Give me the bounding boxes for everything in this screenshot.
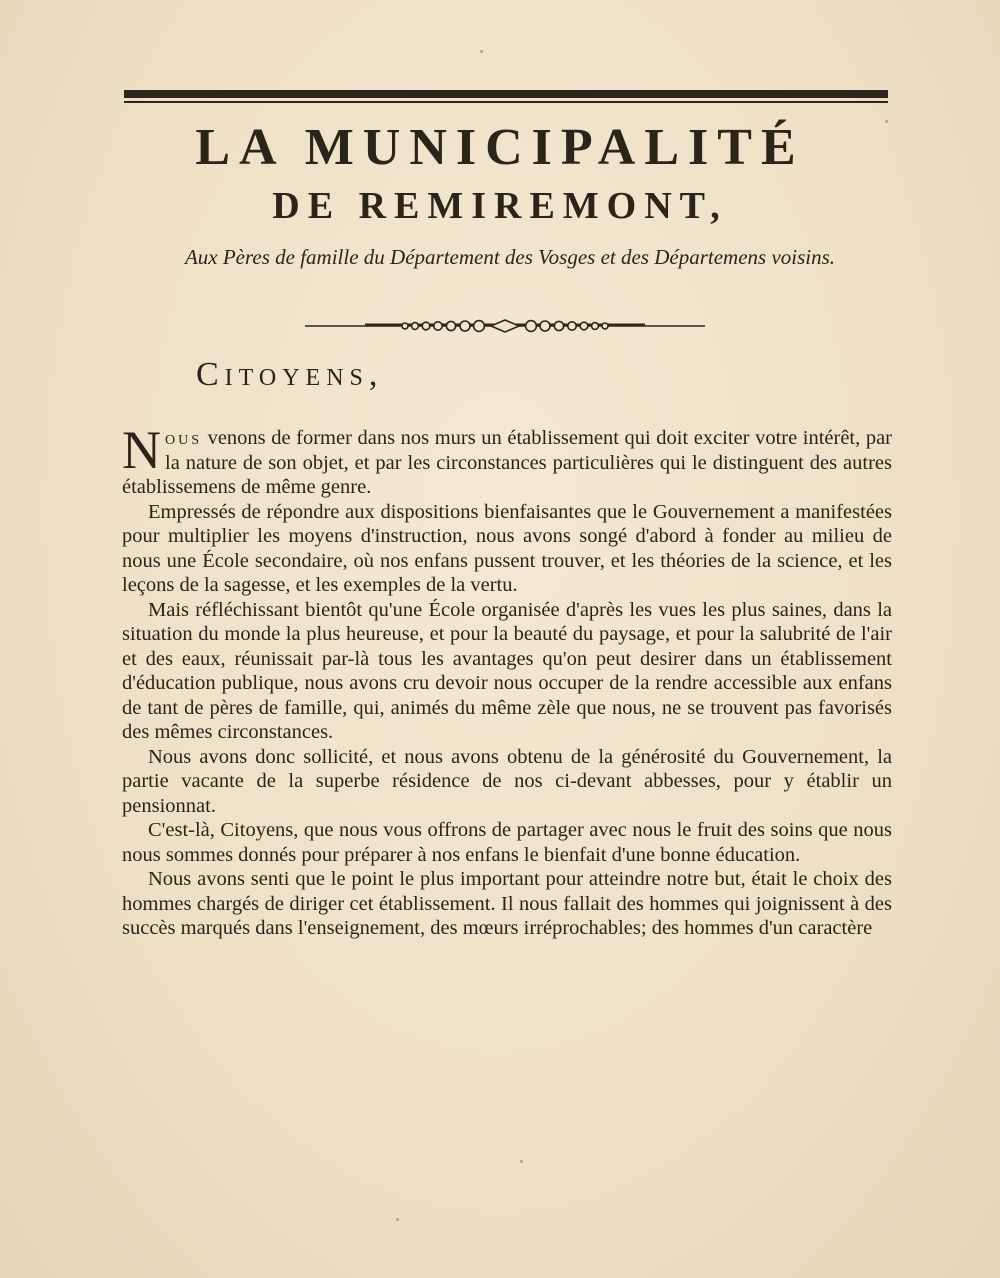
drop-cap: N (122, 420, 161, 480)
thick-rule (124, 90, 888, 98)
first-word-rest: ous (165, 427, 203, 449)
paragraph-3: Mais réfléchissant bientôt qu'une École organisée d'après les vues les plus saines, dans la situation du monde la plus heureuse, et pour la beauté du paysage, et pour la salubrité de l'air et des eaux, réunissait par-là tous les avantages qu'on peut desirer dans un établissement d'éducation publique, nous avons cru devoir nous occuper de la rendre accessible aux enfans de tant de pères de famille, qui, animés du même zèle que nous, ne se trouvent pas favorisés des mêmes circonstances. (122, 598, 892, 743)
paragraph-1 (122, 420, 892, 500)
paragraph-4: Nous avons donc sollicité, et nous avons obtenu de la générosité du Gouvernement, la partie vacante de la superbe résidence de nos ci-devant abbesses, pour y établir un pensionnat. (122, 745, 892, 817)
document-subtitle: DE REMIREMONT, (272, 185, 728, 227)
paragraph-1-text: venons de former dans nos murs un établissement qui doit exciter votre intérêt, par la nature de son objet, et par les circonstances particulières qui le distinguent des autres établissemens de même genre. (122, 427, 892, 498)
paragraph-5: C'est-là, Citoyens, que nous vous offrons de partager avec nous le fruit des soins que nous nous sommes donnés pour préparer à nos enfans le bienfait d'une bonne éducation. (122, 819, 892, 866)
top-double-rule (124, 90, 888, 103)
document-title: LA MUNICIPALITÉ (195, 119, 805, 176)
body-text (122, 420, 892, 941)
thin-rule (124, 101, 888, 103)
ornament-divider-icon (305, 316, 705, 336)
paragraph-2: Empressés de répondre aux dispositions bienfaisantes que le Gouvernement a manifestées pour multiplier les moyens d'instruction, nous avons songé d'abord à fonder au milieu de nous une École secondaire, où nos enfans pussent trouver, et les théories de la science, et les leçons de la sagesse, et les exemples de la vertu. (122, 500, 892, 596)
address-line: Aux Pères de famille du Département des Vosges et des Départemens voisins. (184, 245, 836, 269)
salutation: Citoyens, (196, 356, 384, 393)
paragraph-6: Nous avons senti que le point le plus important pour atteindre notre but, était le choix des hommes chargés de diriger cet établissement. Il nous fallait des hommes qui joignissent à des succès marqués dans l'enseignement, des mœurs irréprochables; des hommes d'un caractère (122, 868, 892, 939)
